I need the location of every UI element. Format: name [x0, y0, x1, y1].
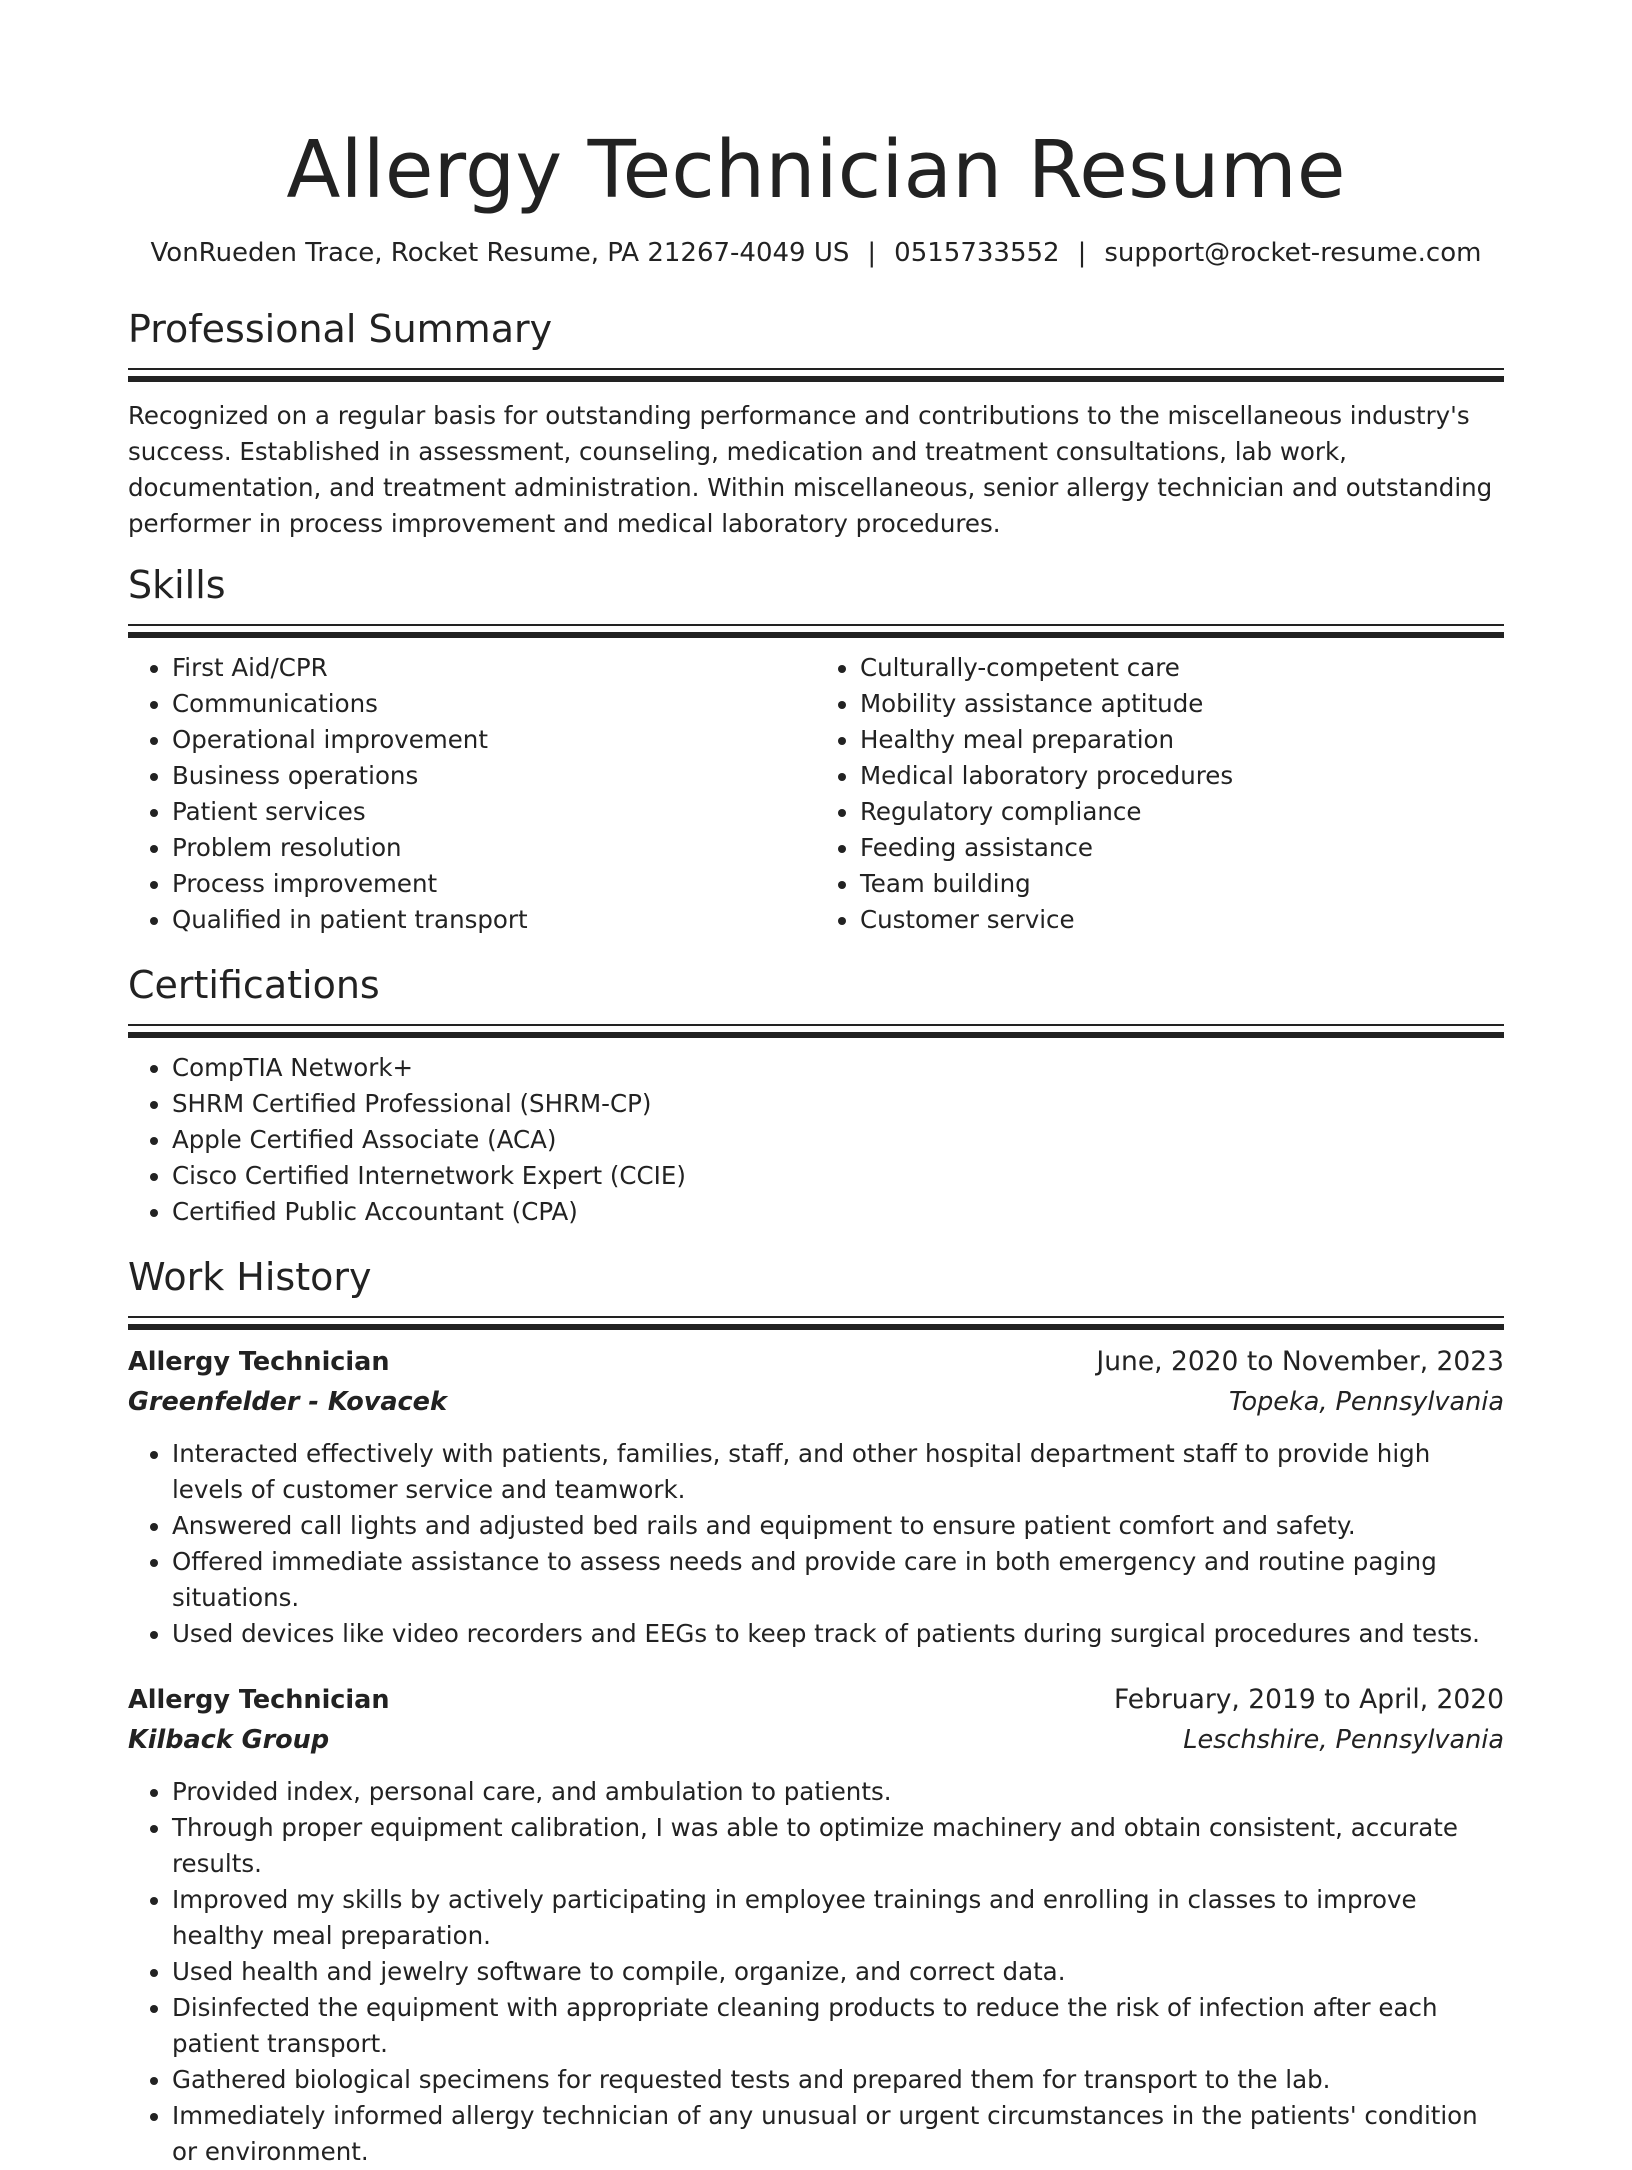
job-bullets: [128, 1436, 1504, 1652]
section-divider-thick: [128, 632, 1504, 638]
job-header: [128, 1342, 1504, 1382]
skill-item: • Operational improvement: [172, 722, 816, 758]
certifications-section: [128, 960, 1504, 1230]
job-company: Kilback Group: [128, 1725, 330, 1755]
section-divider-thick: [128, 1324, 1504, 1330]
job-bullet: • Answered call lights and adjusted bed rails and equipment to ensure patient comfort and safety.: [172, 1508, 1504, 1544]
job-bullet: • Provided index, personal care, and ambulation to patients.: [172, 1774, 1504, 1810]
skill-item: • Culturally-competent care: [860, 650, 1504, 686]
job-title: Allergy Technician: [128, 1347, 390, 1377]
job-location: Topeka, Pennsylvania: [1229, 1387, 1504, 1417]
resume-title: Allergy Technician Resume: [286, 124, 1346, 216]
skill-item: • Healthy meal preparation: [860, 722, 1504, 758]
summary-section: [128, 304, 1504, 542]
certification-item: • Apple Certified Associate (ACA): [172, 1122, 1504, 1158]
certification-item: • CompTIA Network+: [172, 1050, 1504, 1086]
skill-item: • Customer service: [860, 902, 1504, 938]
job-bullet: • Offered immediate assistance to assess needs and provide care in both emergency and routine paging situations.: [172, 1544, 1504, 1616]
contact-separator: |: [1077, 238, 1087, 268]
job-header: [128, 1680, 1504, 1720]
job-company: Greenfelder - Kovacek: [128, 1387, 447, 1417]
job-bullet: • Immediately informed allergy technician of any unusual or urgent circumstances in the patients' condition or environment.: [172, 2098, 1504, 2170]
section-heading-certifications: Certifications: [128, 963, 380, 1007]
section-heading-summary: Professional Summary: [128, 307, 553, 351]
job-bullet: • Through proper equipment calibration, I was able to optimize machinery and obtain consistent, accurate results.: [172, 1810, 1504, 1882]
section-divider-thick: [128, 376, 1504, 382]
skill-item: • Process improvement: [172, 866, 816, 902]
section-divider: [128, 1024, 1504, 1026]
contact-separator: |: [867, 238, 877, 268]
skills-list-right: [816, 650, 1504, 938]
contact-address: VonRueden Trace, Rocket Resume, PA 21267-4049 US: [150, 238, 850, 268]
contact-line: [128, 236, 1504, 270]
job-dates: February, 2019 to April, 2020: [1113, 1684, 1504, 1715]
section-heading-work-history: Work History: [128, 1255, 372, 1299]
certification-item: • Certified Public Accountant (CPA): [172, 1194, 1504, 1230]
contact-phone: 0515733552: [894, 238, 1060, 268]
certification-item: • Cisco Certified Internetwork Expert (CCIE): [172, 1158, 1504, 1194]
skill-item: • Feeding assistance: [860, 830, 1504, 866]
skill-item: • First Aid/CPR: [172, 650, 816, 686]
skill-item: • Regulatory compliance: [860, 794, 1504, 830]
skill-item: • Mobility assistance aptitude: [860, 686, 1504, 722]
skills-list-left: [128, 650, 816, 938]
job-bullet: • Improved my skills by actively participating in employee trainings and enrolling in classes to improve healthy meal preparation.: [172, 1882, 1504, 1954]
skill-item: • Medical laboratory procedures: [860, 758, 1504, 794]
skills-grid: [128, 650, 1504, 938]
certifications-list: [128, 1050, 1504, 1230]
job-dates: June, 2020 to November, 2023: [1096, 1346, 1504, 1377]
job-bullet: • Interacted effectively with patients, families, staff, and other hospital department staff to provide high levels of customer service and teamwork.: [172, 1436, 1504, 1508]
summary-text: Recognized on a regular basis for outstanding performance and contributions to the miscellaneous industry's success. Established in assessment, counseling, medication and treatment consultations, lab work, documentation, and treatment administration. Within miscellaneous, senior allergy technician and outstanding performer in process improvement and medical laboratory procedures.: [128, 401, 1493, 538]
job-subheader: [128, 1382, 1504, 1422]
job-entry: [128, 1680, 1504, 2170]
skill-item: • Business operations: [172, 758, 816, 794]
section-heading-skills: Skills: [128, 563, 226, 607]
section-divider: [128, 1316, 1504, 1318]
skill-item: • Communications: [172, 686, 816, 722]
job-title: Allergy Technician: [128, 1685, 390, 1715]
skill-item: • Problem resolution: [172, 830, 816, 866]
job-bullet: • Gathered biological specimens for requested tests and prepared them for transport to the lab.: [172, 2062, 1504, 2098]
section-divider: [128, 368, 1504, 370]
skill-item: • Patient services: [172, 794, 816, 830]
job-location: Leschshire, Pennsylvania: [1183, 1725, 1504, 1755]
section-divider-thick: [128, 1032, 1504, 1038]
job-bullet: • Disinfected the equipment with appropriate cleaning products to reduce the risk of infection after each patient transport.: [172, 1990, 1504, 2062]
section-divider: [128, 624, 1504, 626]
job-entry: [128, 1342, 1504, 1652]
job-bullet: • Used devices like video recorders and EEGs to keep track of patients during surgical procedures and tests.: [172, 1616, 1504, 1652]
skill-item: • Qualified in patient transport: [172, 902, 816, 938]
job-bullet: • Used health and jewelry software to compile, organize, and correct data.: [172, 1954, 1504, 1990]
certification-item: • SHRM Certified Professional (SHRM-CP): [172, 1086, 1504, 1122]
work-history-section: [128, 1252, 1504, 2170]
contact-email: support@rocket-resume.com: [1104, 238, 1482, 268]
job-bullets: [128, 1774, 1504, 2170]
resume-page: [128, 0, 1504, 2170]
job-subheader: [128, 1720, 1504, 1760]
skills-section: [128, 560, 1504, 938]
skill-item: • Team building: [860, 866, 1504, 902]
